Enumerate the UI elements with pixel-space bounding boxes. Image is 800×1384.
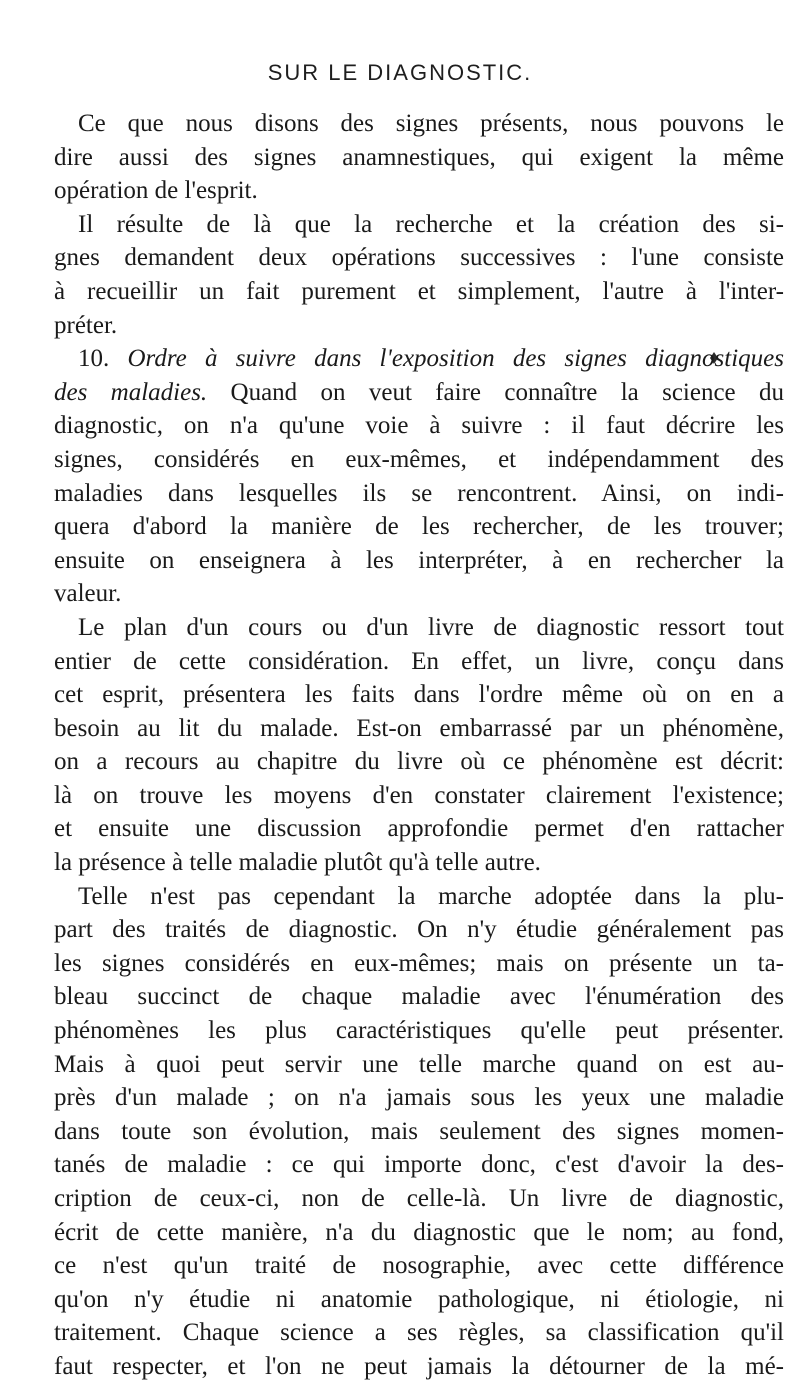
text-line: les signes considérés en eux-mêmes; mais on présente un ta- bbox=[54, 949, 784, 977]
text-line: diagnostic, on n'a qu'une voie à suivre : il faut décrire les bbox=[54, 412, 784, 440]
text-line: tanés de maladie : ce qui importe donc, c'est d'avoir la des- bbox=[54, 1151, 784, 1179]
text-line bbox=[54, 376, 784, 410]
text-line: Telle n'est pas cependant la marche adoptée dans la plu- bbox=[78, 882, 784, 910]
text-line: phénomènes les plus caractéristiques qu'elle peut présenter. bbox=[54, 1017, 784, 1045]
text-line: faut respecter, et l'on ne peut jamais la détourner de la mé- bbox=[54, 1352, 784, 1380]
text-line: signes, considérés en eux-mêmes, et indépendamment des bbox=[54, 445, 784, 473]
text-line: et ensuite une discussion approfondie permet d'en rattacher bbox=[54, 815, 784, 843]
text-line: là on trouve les moyens d'en constater clairement l'existence; bbox=[54, 781, 784, 809]
text-line: entier de cette considération. En effet, un livre, conçu dans bbox=[54, 647, 784, 675]
text-line: opération de l'esprit. bbox=[54, 177, 258, 205]
text-line: à recueillir un fait purement et simplement, l'autre à l'inter- bbox=[54, 277, 784, 305]
text-line: valeur. bbox=[54, 580, 122, 608]
text-line: la présence à telle maladie plutôt qu'à telle autre. bbox=[54, 849, 541, 877]
text-line: ce n'est qu'un traité de nosographie, avec cette différence bbox=[54, 1252, 784, 1280]
text-line: qu'on n'y étudie ni anatomie pathologique, ni étiologie, ni bbox=[54, 1285, 784, 1313]
text-line: maladies dans lesquelles ils se rencontrent. Ainsi, on indi- bbox=[54, 479, 784, 507]
text-line: cet esprit, présentera les faits dans l'ordre même où on en a bbox=[54, 681, 784, 709]
running-head: SUR LE DIAGNOSTIC. bbox=[267, 60, 533, 85]
text-line: cription de ceux-ci, non de celle-là. Un livre de diagnostic, bbox=[54, 1185, 784, 1212]
text-line: près d'un malade ; on n'a jamais sous les yeux une maladie bbox=[54, 1084, 784, 1112]
text-line: écrit de cette manière, n'a du diagnostic que le nom; au fond, bbox=[54, 1218, 784, 1246]
text-line bbox=[54, 342, 784, 376]
text-line: Le plan d'un cours ou d'un livre de diagnostic ressort tout bbox=[78, 613, 784, 641]
text-line: part des traités de diagnostic. On n'y étudie généralement pas bbox=[54, 916, 784, 944]
text-line: Mais à quoi peut servir une telle marche quand on est au- bbox=[54, 1050, 784, 1078]
section-title: Ordre à suivre dans l'exposition des signes diagnostiques bbox=[127, 345, 785, 373]
body-text bbox=[54, 107, 784, 1384]
text-line: quera d'abord la manière de les rechercher, de les trouver; bbox=[54, 513, 784, 541]
line-text: Quand on veut faire connaître la science du bbox=[207, 378, 784, 406]
text-line: ensuite on enseignera à les interpréter, à en rechercher la bbox=[54, 546, 784, 574]
text-line: Il résulte de là que la recherche et la création des si- bbox=[78, 210, 784, 238]
text-line: besoin au lit du malade. Est-on embarrassé par un phénomène, bbox=[54, 714, 784, 742]
section-number: 10. bbox=[78, 345, 128, 373]
text-line: on a recours au chapitre du livre où ce phénomène est décrit: bbox=[54, 748, 784, 776]
section-title-continuation: des maladies. bbox=[54, 378, 208, 406]
text-line: Ce que nous disons des signes présents, nous pouvons le bbox=[78, 110, 784, 137]
text-line: bleau succinct de chaque maladie avec l'énumération des bbox=[54, 983, 784, 1011]
text-line: gnes demandent deux opérations successives : l'une consiste bbox=[54, 244, 784, 272]
text-line: préter. bbox=[54, 311, 118, 339]
text-line: dans toute son évolution, mais seulement des signes momen- bbox=[54, 1117, 784, 1145]
text-line: traitement. Chaque science a ses règles, sa classification qu'il bbox=[54, 1319, 784, 1347]
text-line: dire aussi des signes anamnestiques, qui exigent la même bbox=[54, 143, 784, 171]
